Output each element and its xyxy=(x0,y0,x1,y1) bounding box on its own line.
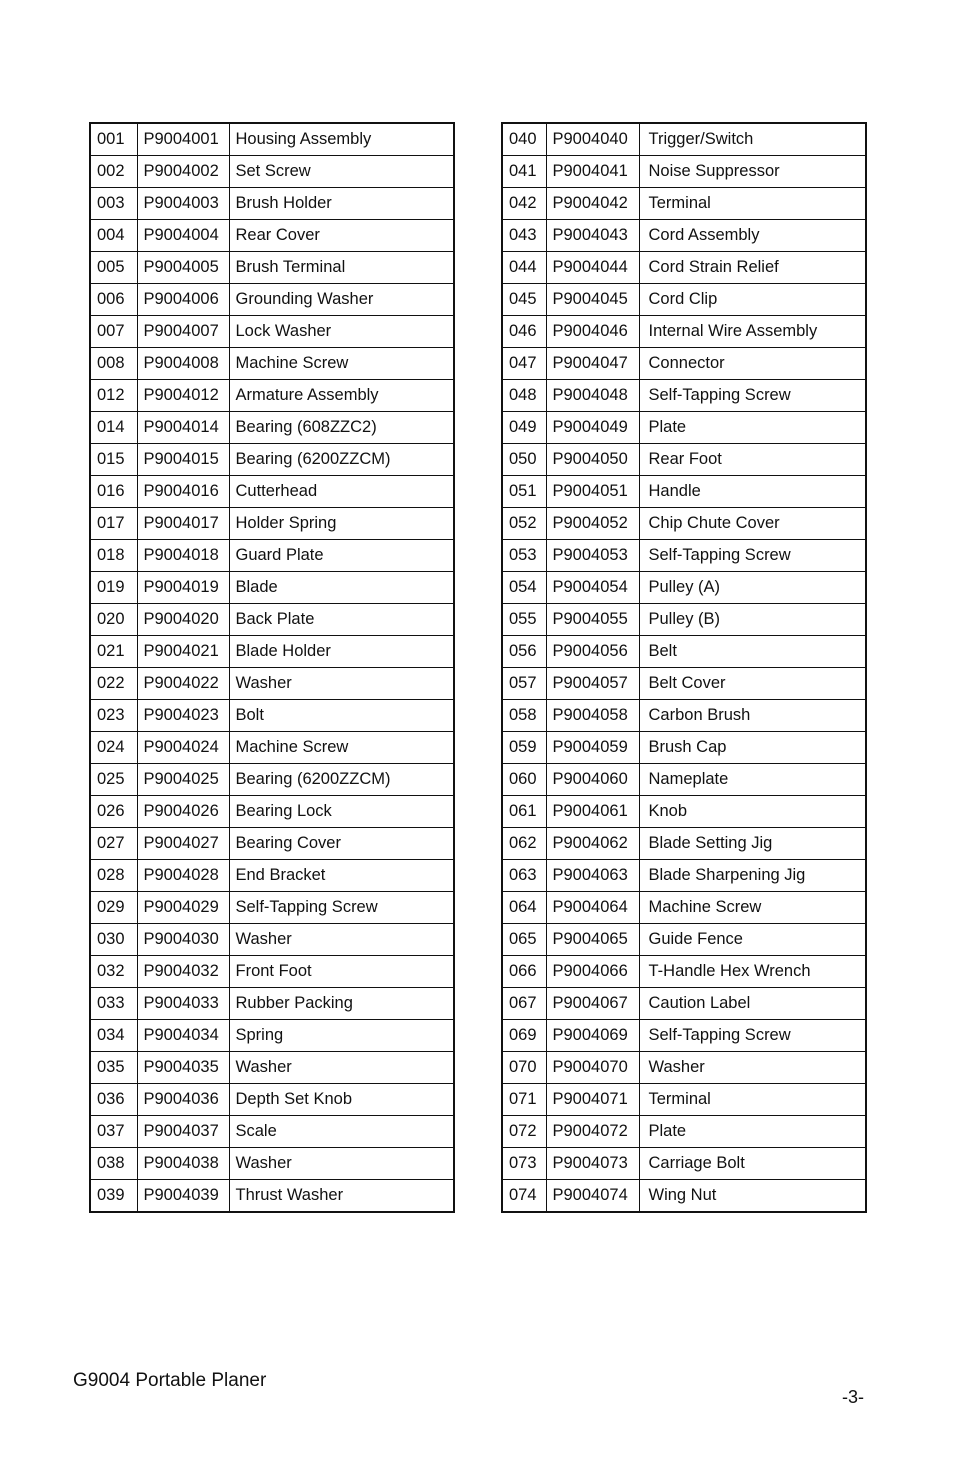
part-number: P9004008 xyxy=(137,348,229,380)
part-number: P9004055 xyxy=(546,604,639,636)
part-number: P9004032 xyxy=(137,956,229,988)
table-row xyxy=(90,156,454,188)
part-number: P9004038 xyxy=(137,1148,229,1180)
part-description: Rear Foot xyxy=(639,444,866,476)
part-description: Knob xyxy=(639,796,866,828)
part-number: P9004019 xyxy=(137,572,229,604)
ref-number: 042 xyxy=(502,188,546,220)
table-row xyxy=(502,572,866,604)
part-description: Blade Sharpening Jig xyxy=(639,860,866,892)
part-description: Bearing (6200ZZCM) xyxy=(229,764,454,796)
part-description: Depth Set Knob xyxy=(229,1084,454,1116)
part-description: Self-Tapping Screw xyxy=(639,380,866,412)
ref-number: 025 xyxy=(90,764,137,796)
ref-number: 026 xyxy=(90,796,137,828)
ref-number: 019 xyxy=(90,572,137,604)
part-number: P9004061 xyxy=(546,796,639,828)
ref-number: 015 xyxy=(90,444,137,476)
table-row xyxy=(502,1180,866,1213)
part-number: P9004035 xyxy=(137,1052,229,1084)
table-row xyxy=(90,1020,454,1052)
table-row xyxy=(90,668,454,700)
table-row xyxy=(502,796,866,828)
part-number: P9004006 xyxy=(137,284,229,316)
ref-number: 003 xyxy=(90,188,137,220)
ref-number: 057 xyxy=(502,668,546,700)
part-description: Plate xyxy=(639,1116,866,1148)
part-number: P9004016 xyxy=(137,476,229,508)
table-row xyxy=(90,316,454,348)
ref-number: 047 xyxy=(502,348,546,380)
table-row xyxy=(502,412,866,444)
table-row xyxy=(90,1052,454,1084)
part-number: P9004003 xyxy=(137,188,229,220)
table-row xyxy=(502,380,866,412)
ref-number: 033 xyxy=(90,988,137,1020)
part-number: P9004071 xyxy=(546,1084,639,1116)
table-row xyxy=(502,1148,866,1180)
ref-number: 066 xyxy=(502,956,546,988)
ref-number: 022 xyxy=(90,668,137,700)
part-number: P9004074 xyxy=(546,1180,639,1213)
ref-number: 014 xyxy=(90,412,137,444)
part-description: Spring xyxy=(229,1020,454,1052)
part-number: P9004027 xyxy=(137,828,229,860)
part-description: Terminal xyxy=(639,188,866,220)
ref-number: 071 xyxy=(502,1084,546,1116)
part-number: P9004073 xyxy=(546,1148,639,1180)
part-number: P9004005 xyxy=(137,252,229,284)
table-row xyxy=(90,764,454,796)
parts-table-right xyxy=(501,122,867,1213)
part-description: Trigger/Switch xyxy=(639,123,866,156)
ref-number: 056 xyxy=(502,636,546,668)
part-description: Scale xyxy=(229,1116,454,1148)
ref-number: 048 xyxy=(502,380,546,412)
table-row xyxy=(90,380,454,412)
part-number: P9004026 xyxy=(137,796,229,828)
part-description: Holder Spring xyxy=(229,508,454,540)
ref-number: 021 xyxy=(90,636,137,668)
part-number: P9004064 xyxy=(546,892,639,924)
part-number: P9004021 xyxy=(137,636,229,668)
part-number: P9004066 xyxy=(546,956,639,988)
ref-number: 007 xyxy=(90,316,137,348)
part-number: P9004044 xyxy=(546,252,639,284)
table-row xyxy=(502,892,866,924)
part-number: P9004049 xyxy=(546,412,639,444)
part-description: Wing Nut xyxy=(639,1180,866,1213)
part-description: Lock Washer xyxy=(229,316,454,348)
table-row xyxy=(90,188,454,220)
ref-number: 050 xyxy=(502,444,546,476)
part-number: P9004020 xyxy=(137,604,229,636)
part-description: Front Foot xyxy=(229,956,454,988)
part-number: P9004042 xyxy=(546,188,639,220)
part-number: P9004056 xyxy=(546,636,639,668)
ref-number: 034 xyxy=(90,1020,137,1052)
table-row xyxy=(90,508,454,540)
part-number: P9004014 xyxy=(137,412,229,444)
part-description: Washer xyxy=(229,1052,454,1084)
part-description: Washer xyxy=(639,1052,866,1084)
part-description: Grounding Washer xyxy=(229,284,454,316)
part-description: Handle xyxy=(639,476,866,508)
part-description: Bolt xyxy=(229,700,454,732)
ref-number: 005 xyxy=(90,252,137,284)
footer-title: G9004 Portable Planer xyxy=(73,1370,267,1391)
ref-number: 027 xyxy=(90,828,137,860)
part-description: Brush Cap xyxy=(639,732,866,764)
part-description: Guide Fence xyxy=(639,924,866,956)
part-description: Cord Strain Relief xyxy=(639,252,866,284)
part-number: P9004059 xyxy=(546,732,639,764)
ref-number: 008 xyxy=(90,348,137,380)
table-row xyxy=(90,1180,454,1213)
part-description: Belt Cover xyxy=(639,668,866,700)
table-row xyxy=(502,604,866,636)
ref-number: 052 xyxy=(502,508,546,540)
ref-number: 044 xyxy=(502,252,546,284)
part-description: Caution Label xyxy=(639,988,866,1020)
part-number: P9004070 xyxy=(546,1052,639,1084)
ref-number: 054 xyxy=(502,572,546,604)
part-description: Back Plate xyxy=(229,604,454,636)
ref-number: 016 xyxy=(90,476,137,508)
table-row xyxy=(90,476,454,508)
part-number: P9004054 xyxy=(546,572,639,604)
table-row xyxy=(502,764,866,796)
part-description: Internal Wire Assembly xyxy=(639,316,866,348)
ref-number: 004 xyxy=(90,220,137,252)
part-description: Rear Cover xyxy=(229,220,454,252)
table-row xyxy=(90,572,454,604)
part-description: Brush Holder xyxy=(229,188,454,220)
ref-number: 020 xyxy=(90,604,137,636)
part-number: P9004037 xyxy=(137,1116,229,1148)
part-description: Armature Assembly xyxy=(229,380,454,412)
table-row xyxy=(90,1116,454,1148)
part-number: P9004048 xyxy=(546,380,639,412)
part-number: P9004018 xyxy=(137,540,229,572)
ref-number: 043 xyxy=(502,220,546,252)
part-number: P9004028 xyxy=(137,860,229,892)
ref-number: 018 xyxy=(90,540,137,572)
ref-number: 053 xyxy=(502,540,546,572)
ref-number: 055 xyxy=(502,604,546,636)
table-row xyxy=(90,956,454,988)
part-description: Cord Assembly xyxy=(639,220,866,252)
part-description: Bearing Cover xyxy=(229,828,454,860)
part-description: Guard Plate xyxy=(229,540,454,572)
part-description: Self-Tapping Screw xyxy=(639,1020,866,1052)
part-description: Pulley (B) xyxy=(639,604,866,636)
ref-number: 035 xyxy=(90,1052,137,1084)
part-number: P9004017 xyxy=(137,508,229,540)
ref-number: 067 xyxy=(502,988,546,1020)
table-row xyxy=(90,444,454,476)
ref-number: 028 xyxy=(90,860,137,892)
table-row xyxy=(502,476,866,508)
part-number: P9004004 xyxy=(137,220,229,252)
part-description: Blade Setting Jig xyxy=(639,828,866,860)
table-row xyxy=(90,924,454,956)
table-row xyxy=(90,796,454,828)
table-row xyxy=(502,252,866,284)
table-row xyxy=(90,1084,454,1116)
ref-number: 064 xyxy=(502,892,546,924)
part-description: Thrust Washer xyxy=(229,1180,454,1213)
table-row xyxy=(90,860,454,892)
ref-number: 069 xyxy=(502,1020,546,1052)
part-number: P9004062 xyxy=(546,828,639,860)
ref-number: 006 xyxy=(90,284,137,316)
table-row xyxy=(90,1148,454,1180)
ref-number: 037 xyxy=(90,1116,137,1148)
part-description: Set Screw xyxy=(229,156,454,188)
ref-number: 060 xyxy=(502,764,546,796)
table-row xyxy=(90,220,454,252)
ref-number: 017 xyxy=(90,508,137,540)
table-row xyxy=(502,508,866,540)
part-number: P9004047 xyxy=(546,348,639,380)
part-number: P9004041 xyxy=(546,156,639,188)
part-number: P9004012 xyxy=(137,380,229,412)
table-row xyxy=(502,732,866,764)
ref-number: 059 xyxy=(502,732,546,764)
part-number: P9004030 xyxy=(137,924,229,956)
ref-number: 041 xyxy=(502,156,546,188)
table-row xyxy=(502,1084,866,1116)
part-number: P9004024 xyxy=(137,732,229,764)
table-row xyxy=(90,732,454,764)
part-description: Brush Terminal xyxy=(229,252,454,284)
part-description: Housing Assembly xyxy=(229,123,454,156)
part-number: P9004051 xyxy=(546,476,639,508)
part-description: Machine Screw xyxy=(229,348,454,380)
part-description: Bearing Lock xyxy=(229,796,454,828)
part-description: Nameplate xyxy=(639,764,866,796)
table-row xyxy=(90,284,454,316)
table-row xyxy=(90,700,454,732)
ref-number: 072 xyxy=(502,1116,546,1148)
table-row xyxy=(502,860,866,892)
part-description: Washer xyxy=(229,1148,454,1180)
part-description: Washer xyxy=(229,924,454,956)
table-row xyxy=(502,348,866,380)
table-row xyxy=(90,636,454,668)
ref-number: 040 xyxy=(502,123,546,156)
table-row xyxy=(90,988,454,1020)
part-number: P9004072 xyxy=(546,1116,639,1148)
part-description: Carbon Brush xyxy=(639,700,866,732)
part-description: Washer xyxy=(229,668,454,700)
table-row xyxy=(90,828,454,860)
part-number: P9004040 xyxy=(546,123,639,156)
table-row xyxy=(90,123,454,156)
table-row xyxy=(502,636,866,668)
table-row xyxy=(502,540,866,572)
ref-number: 045 xyxy=(502,284,546,316)
part-number: P9004060 xyxy=(546,764,639,796)
table-row xyxy=(502,700,866,732)
table-row xyxy=(502,1052,866,1084)
ref-number: 051 xyxy=(502,476,546,508)
part-number: P9004036 xyxy=(137,1084,229,1116)
part-description: Bearing (608ZZC2) xyxy=(229,412,454,444)
table-row xyxy=(90,348,454,380)
part-number: P9004053 xyxy=(546,540,639,572)
table-row xyxy=(502,988,866,1020)
part-description: Carriage Bolt xyxy=(639,1148,866,1180)
part-number: P9004063 xyxy=(546,860,639,892)
ref-number: 074 xyxy=(502,1180,546,1213)
table-row xyxy=(502,1116,866,1148)
ref-number: 073 xyxy=(502,1148,546,1180)
ref-number: 012 xyxy=(90,380,137,412)
part-number: P9004067 xyxy=(546,988,639,1020)
part-number: P9004034 xyxy=(137,1020,229,1052)
ref-number: 061 xyxy=(502,796,546,828)
part-number: P9004050 xyxy=(546,444,639,476)
part-number: P9004058 xyxy=(546,700,639,732)
ref-number: 065 xyxy=(502,924,546,956)
part-number: P9004045 xyxy=(546,284,639,316)
table-row xyxy=(502,668,866,700)
part-description: Belt xyxy=(639,636,866,668)
page-number: -3- xyxy=(842,1387,864,1407)
part-number: P9004069 xyxy=(546,1020,639,1052)
part-description: Machine Screw xyxy=(639,892,866,924)
part-number: P9004015 xyxy=(137,444,229,476)
ref-number: 038 xyxy=(90,1148,137,1180)
ref-number: 036 xyxy=(90,1084,137,1116)
ref-number: 049 xyxy=(502,412,546,444)
part-number: P9004022 xyxy=(137,668,229,700)
table-row xyxy=(502,123,866,156)
part-description: Pulley (A) xyxy=(639,572,866,604)
ref-number: 070 xyxy=(502,1052,546,1084)
part-number: P9004052 xyxy=(546,508,639,540)
part-number: P9004057 xyxy=(546,668,639,700)
ref-number: 063 xyxy=(502,860,546,892)
table-row xyxy=(502,1020,866,1052)
part-description: Terminal xyxy=(639,1084,866,1116)
part-description: Blade xyxy=(229,572,454,604)
table-row xyxy=(502,924,866,956)
table-row xyxy=(502,156,866,188)
ref-number: 058 xyxy=(502,700,546,732)
part-number: P9004039 xyxy=(137,1180,229,1213)
part-number: P9004025 xyxy=(137,764,229,796)
part-number: P9004029 xyxy=(137,892,229,924)
part-description: Self-Tapping Screw xyxy=(639,540,866,572)
part-description: T-Handle Hex Wrench xyxy=(639,956,866,988)
table-row xyxy=(90,540,454,572)
part-number: P9004046 xyxy=(546,316,639,348)
table-row xyxy=(90,604,454,636)
part-number: P9004002 xyxy=(137,156,229,188)
ref-number: 039 xyxy=(90,1180,137,1213)
table-row xyxy=(90,252,454,284)
ref-number: 023 xyxy=(90,700,137,732)
part-description: Bearing (6200ZZCM) xyxy=(229,444,454,476)
table-row xyxy=(502,316,866,348)
table-row xyxy=(502,188,866,220)
part-description: Cutterhead xyxy=(229,476,454,508)
part-number: P9004043 xyxy=(546,220,639,252)
ref-number: 030 xyxy=(90,924,137,956)
parts-table-left xyxy=(89,122,455,1213)
part-description: Rubber Packing xyxy=(229,988,454,1020)
ref-number: 001 xyxy=(90,123,137,156)
table-row xyxy=(502,220,866,252)
part-description: Connector xyxy=(639,348,866,380)
table-row xyxy=(90,412,454,444)
part-description: Noise Suppressor xyxy=(639,156,866,188)
ref-number: 046 xyxy=(502,316,546,348)
ref-number: 024 xyxy=(90,732,137,764)
part-number: P9004033 xyxy=(137,988,229,1020)
ref-number: 029 xyxy=(90,892,137,924)
part-number: P9004007 xyxy=(137,316,229,348)
table-row xyxy=(502,956,866,988)
ref-number: 002 xyxy=(90,156,137,188)
table-row xyxy=(502,284,866,316)
part-description: Machine Screw xyxy=(229,732,454,764)
part-number: P9004001 xyxy=(137,123,229,156)
part-number: P9004023 xyxy=(137,700,229,732)
part-description: Plate xyxy=(639,412,866,444)
ref-number: 032 xyxy=(90,956,137,988)
part-number: P9004065 xyxy=(546,924,639,956)
part-description: Cord Clip xyxy=(639,284,866,316)
table-row xyxy=(502,828,866,860)
table-row xyxy=(502,444,866,476)
part-description: Self-Tapping Screw xyxy=(229,892,454,924)
table-row xyxy=(90,892,454,924)
part-description: Blade Holder xyxy=(229,636,454,668)
part-description: End Bracket xyxy=(229,860,454,892)
part-description: Chip Chute Cover xyxy=(639,508,866,540)
ref-number: 062 xyxy=(502,828,546,860)
